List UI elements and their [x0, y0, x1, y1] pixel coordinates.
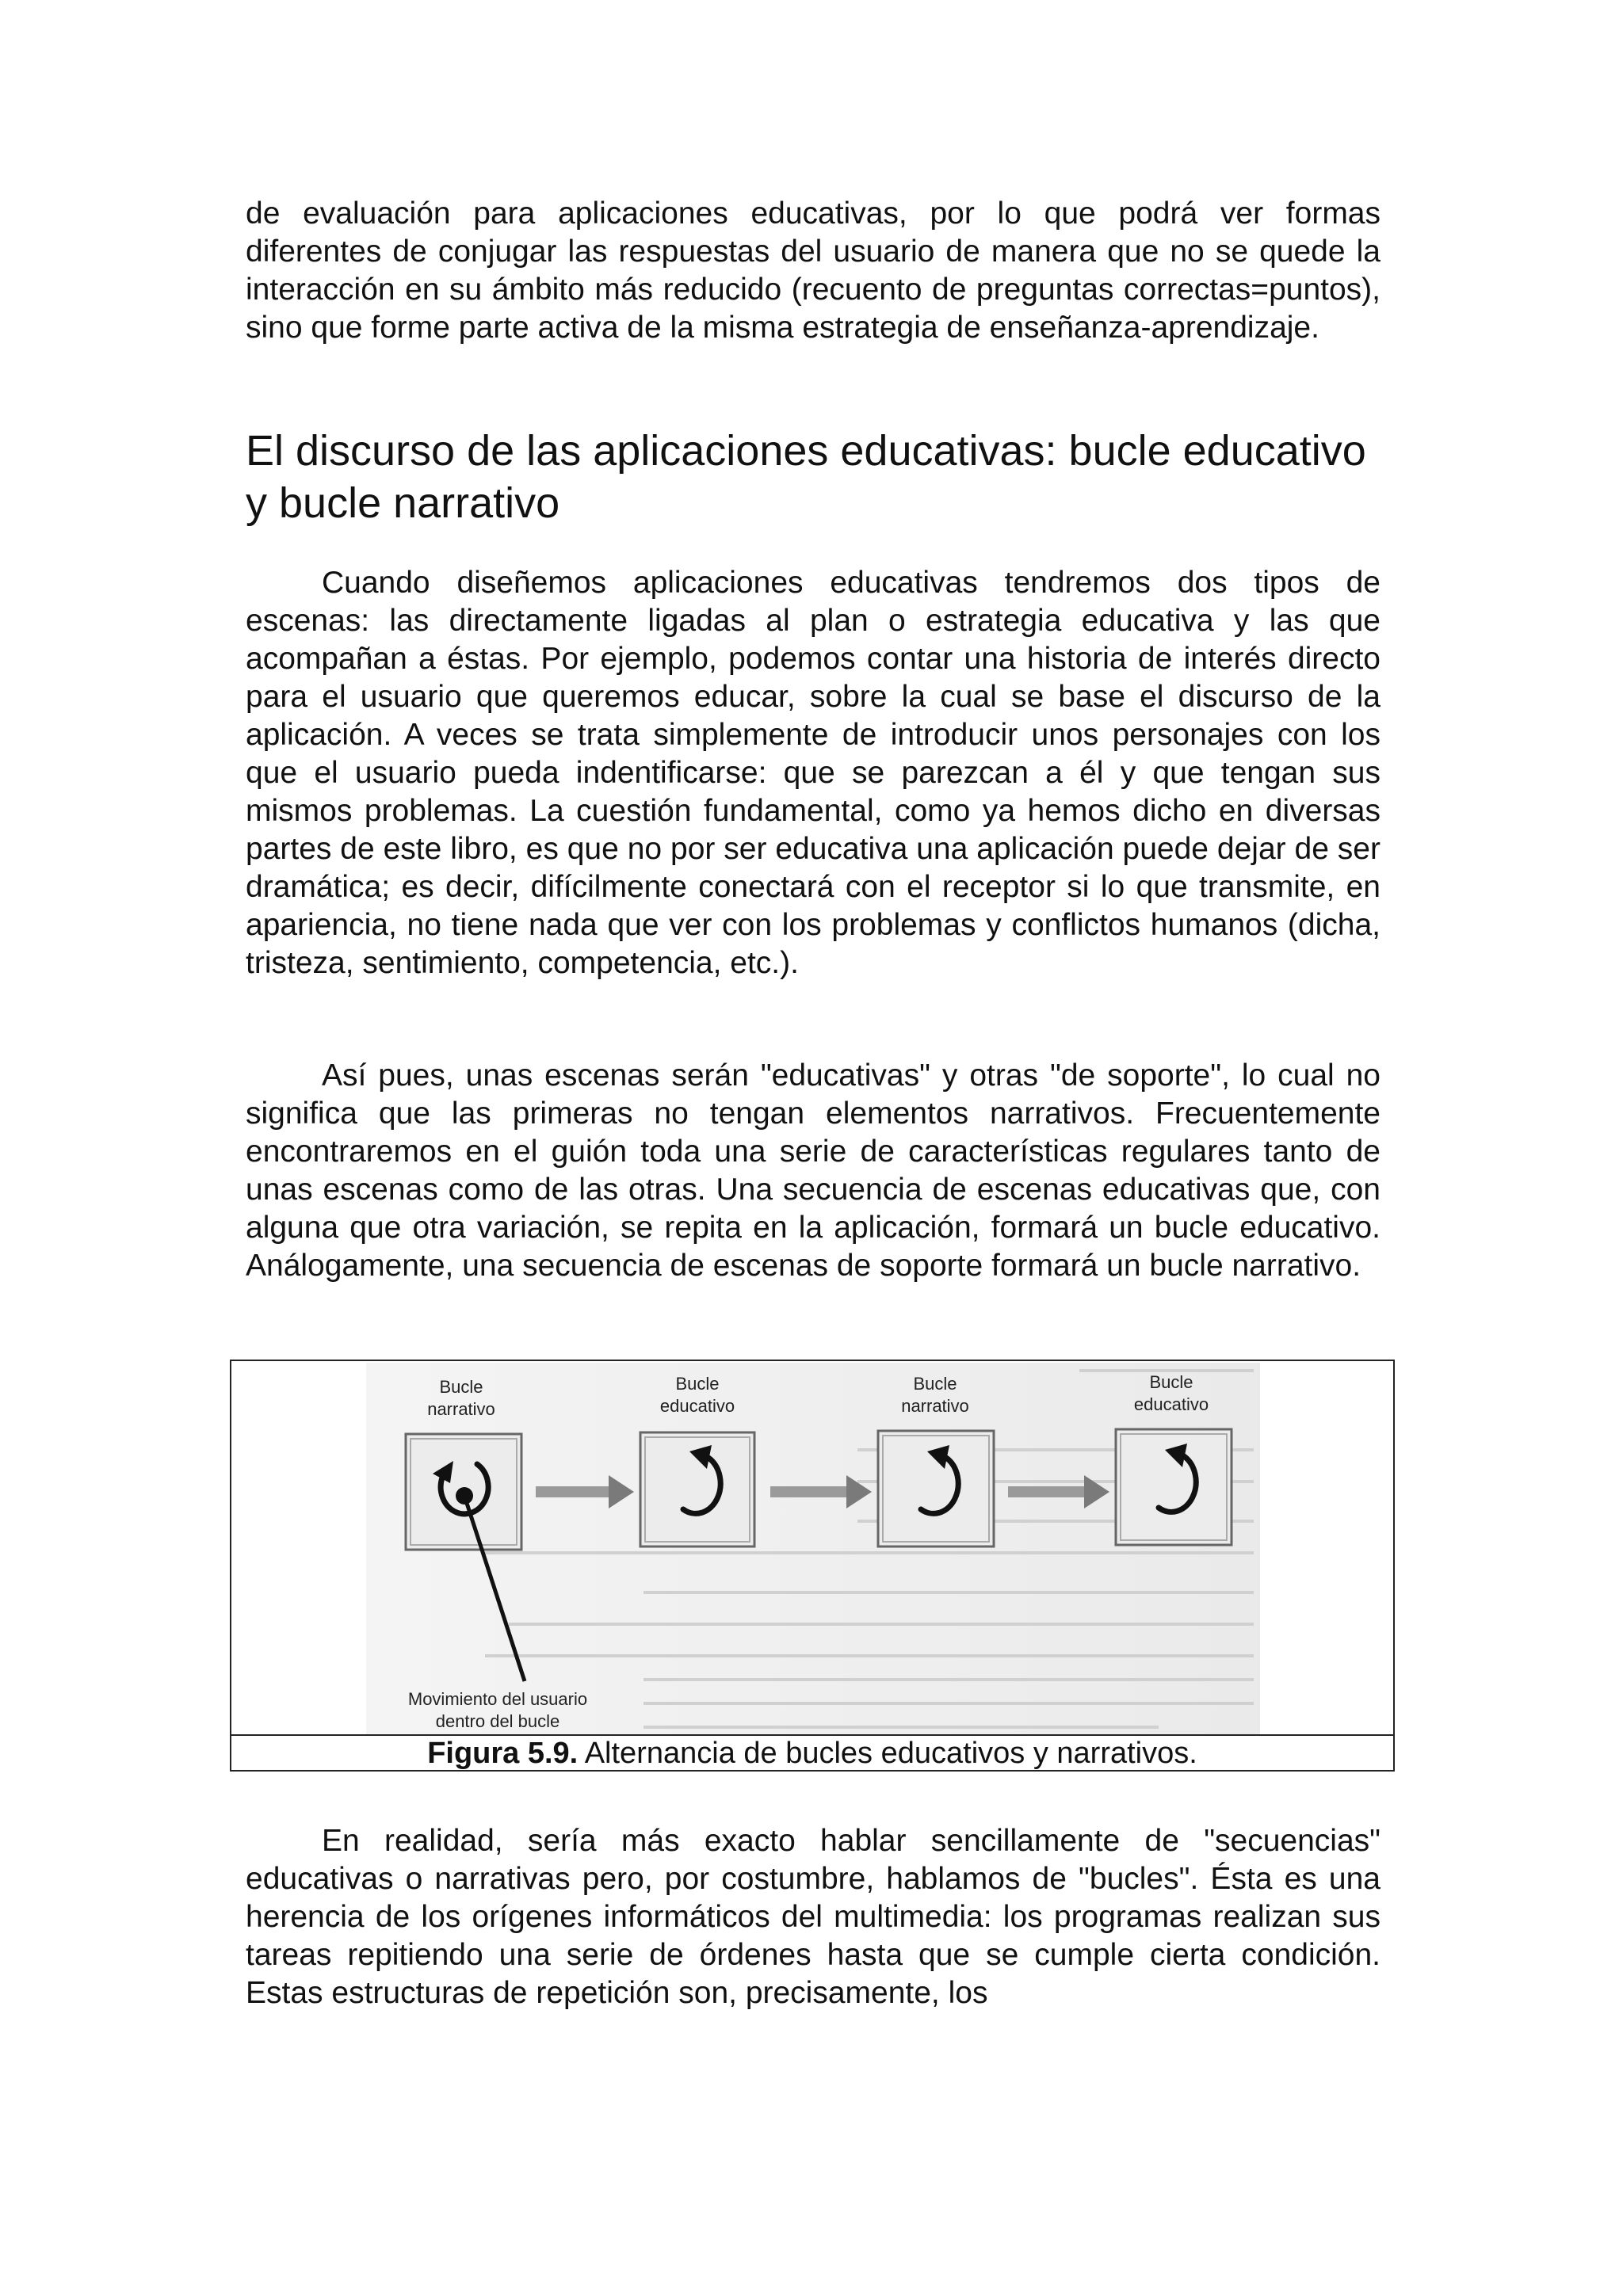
- label-educativo-2: educativo: [659, 1396, 735, 1416]
- section-heading: El discurso de las aplicaciones educativas: bucle educativo y bucle narrativo: [246, 427, 1366, 527]
- figure-bucles-diagram: [366, 1363, 1260, 1735]
- label-movimiento: Movimiento del usuario: [407, 1689, 588, 1709]
- label-bucle-4: Bucle: [1149, 1372, 1193, 1392]
- label-bucle-3: Bucle: [913, 1374, 957, 1394]
- label-narrativo-1: narrativo: [427, 1399, 495, 1419]
- figure-caption-text: Alternancia de bucles educativos y narrativos.: [578, 1737, 1197, 1770]
- label-narrativo-3: narrativo: [901, 1396, 969, 1416]
- figure-box: [230, 1360, 1395, 1772]
- label-educativo-4: educativo: [1133, 1394, 1209, 1414]
- loop-box-4: [1116, 1429, 1232, 1545]
- label-dentro-bucle: dentro del bucle: [435, 1711, 560, 1731]
- figure-caption-label: Figura 5.9.: [427, 1737, 579, 1770]
- paragraph-intro: de evaluación para aplicaciones educativas, por lo que podrá ver formas diferentes de conjugar las respuestas del usuario de manera que no se quede la interacción en su ámbito más reducido (recuento de preguntas correctas=puntos), sino que forme parte activa de la misma estrategia de enseñanza-aprendizaje.: [246, 196, 1381, 345]
- label-bucle-1: Bucle: [439, 1377, 483, 1397]
- paragraph-bucles: En realidad, sería más exacto hablar sencillamente de "secuencias" educativas o narrativas pero, por costumbre, hablamos de "bucles". Ésta es una herencia de los orígenes informáticos del multimedia: los programas realizan sus tareas repitiendo una serie de órdenes hasta que se cumple cierta condición. Estas estructuras de repetición son, precisamente, los: [246, 1824, 1381, 2010]
- loop-box-3: [878, 1431, 994, 1547]
- label-bucle-2: Bucle: [675, 1374, 720, 1394]
- paragraph-escenas: Cuando diseñemos aplicaciones educativas tendremos dos tipos de escenas: las directamente ligadas al plan o estrategia educativa y las que acompañan a éstas. Por ejemplo, podemos contar una historia de interés directo para el usuario que queremos educar, sobre la cual se base el discurso de la aplicación. A veces se trata simplemente de introducir unos personajes con los que el usuario pueda indentificarse: que se parezcan a él y que tengan sus mismos problemas. La cuestión fundamental, como ya hemos dicho en diversas partes de este libro, es que no por ser educativa una aplicación puede dejar de ser dramática; es decir, difícilmente conectará con el receptor si lo que transmite, en apariencia, no tiene nada que ver con los problemas y conflictos humanos (dicha, tristeza, sentimiento, competencia, etc.).: [246, 566, 1381, 980]
- figure-caption: [231, 1734, 1393, 1772]
- paragraph-soporte: Así pues, unas escenas serán "educativas" y otras "de soporte", lo cual no significa que las primeras no tengan elementos narrativos. Frecuentemente encontraremos en el guión toda una serie de características regulares tanto de unas escenas como de las otras. Una secuencia de escenas educativas que, con alguna que otra variación, se repita en la aplicación, formará un bucle educativo. Análogamente, una secuencia de escenas de soporte formará un bucle narrativo.: [246, 1058, 1381, 1283]
